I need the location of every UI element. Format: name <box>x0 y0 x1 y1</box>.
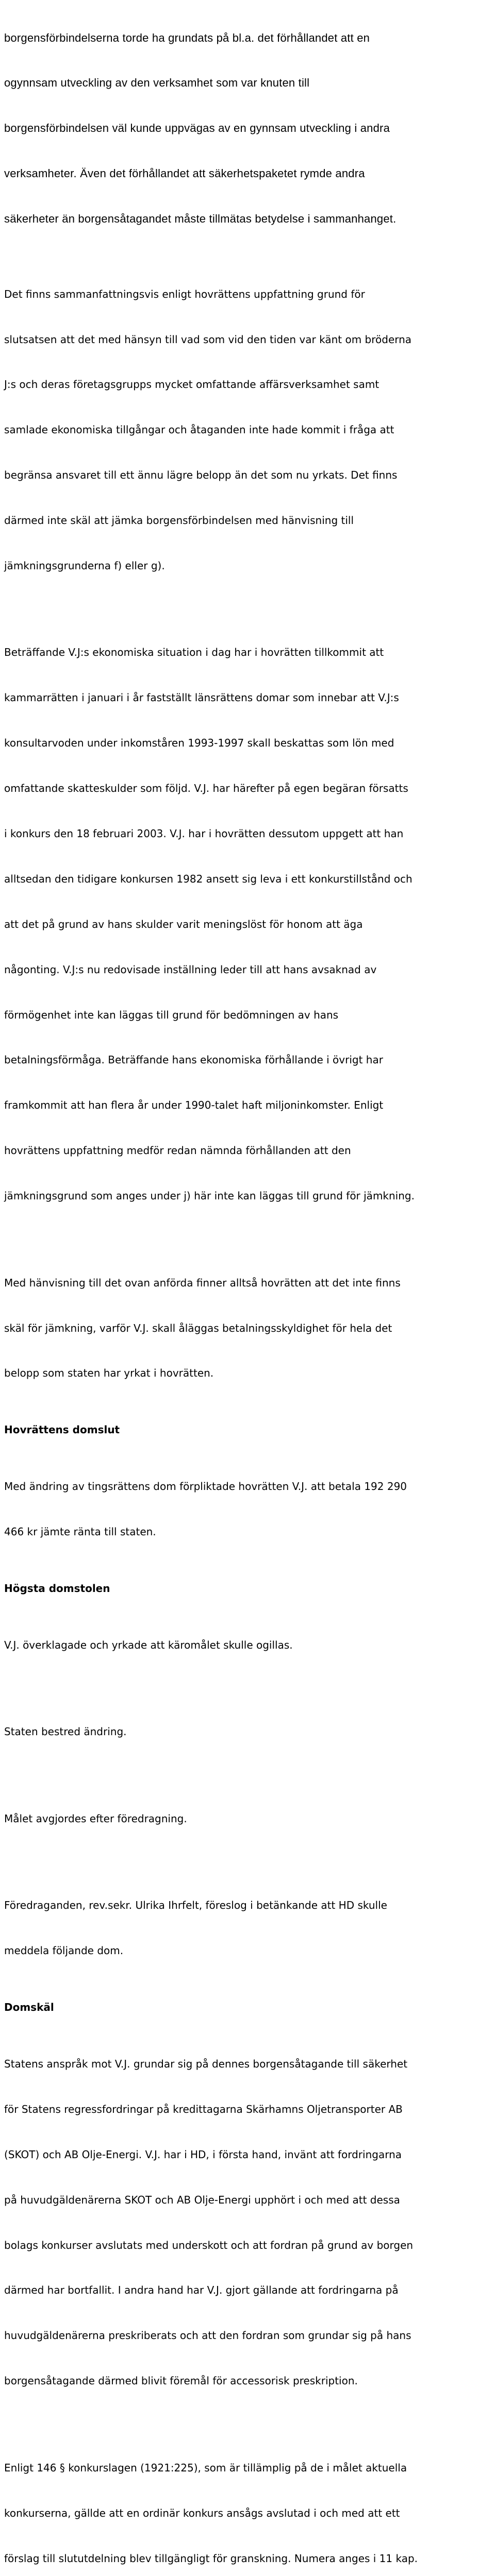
text-line: borgensförbindelsen väl kunde uppvägas av en gynnsam utveckling i andra <box>4 122 390 135</box>
text-line: på huvudgäldenärerna SKOT och AB Olje-Energi upphört i och med att dessa <box>4 2193 400 2206</box>
paragraph-hanvisning <box>4 1245 494 1411</box>
text-line: Föredraganden, rev.sekr. Ulrika Ihrfelt, föreslog i betänkande att HD skulle <box>4 1899 387 1912</box>
paragraph-overklagande <box>4 1607 494 1683</box>
heading-hovrattens-domslut: Hovrättens domslut <box>4 1423 120 1436</box>
paragraph-foredraganden <box>4 1868 494 1989</box>
text-line: för Statens regressfordringar på kredittagarna Skärhamns Oljetransporter AB <box>4 2103 403 2115</box>
text-line: belopp som staten har yrkat i hovrätten. <box>4 1367 214 1380</box>
paragraph-sammanfattning <box>4 257 494 604</box>
text-line: kammarrätten i januari i år fastställt länsrättens domar som innebar att V.J:s <box>4 691 399 704</box>
text-line: (SKOT) och AB Olje-Energi. V.J. har i HD, i första hand, invänt att fordringarna <box>4 2148 402 2161</box>
text-line: Målet avgjordes efter föredragning. <box>4 1812 187 1825</box>
text-line: J:s och deras företagsgrupps mycket omfattande affärsverksamhet samt <box>4 378 380 391</box>
text-line: huvudgäldenärerna preskriberats och att den fordran som grundar sig på hans <box>4 2329 411 2342</box>
text-line: jämkningsgrunderna f) eller g). <box>4 559 165 572</box>
text-line: ogynnsam utveckling av den verksamhet som var knuten till <box>4 76 310 90</box>
paragraph-malet-avgjordes <box>4 1781 494 1856</box>
text-line: konsultarvoden under inkomståren 1993-1997 skall beskattas som lön med <box>4 737 394 750</box>
text-line: att det på grund av hans skulder varit meningslöst för honom att äga <box>4 918 363 930</box>
heading-hogsta-domstolen: Högsta domstolen <box>4 1582 110 1595</box>
text-line: jämkningsgrund som anges under j) här inte kan läggas till grund för jämkning. <box>4 1190 415 1202</box>
text-line: meddela följande dom. <box>4 1944 124 1957</box>
text-line: alltsedan den tidigare konkursen 1982 ansett sig leva i ett konkurstillstånd och <box>4 872 412 885</box>
text-line: förslag till slututdelning blev tillgängligt för granskning. Numera anges i 11 kap. <box>4 2552 418 2565</box>
paragraph-konkurslagen <box>4 2430 494 2576</box>
text-line: hovrättens uppfattning medför redan nämnda förhållanden att den <box>4 1144 351 1157</box>
paragraph-ekonomisk-situation <box>4 615 494 1234</box>
text-line: därmed inte skäl att jämka borgensförbindelsen med hänvisning till <box>4 514 354 527</box>
paragraph-domslut <box>4 1449 494 1570</box>
text-line: borgensåtagande därmed blivit föremål för accessorisk preskription. <box>4 2375 358 2387</box>
text-line: i konkurs den 18 februari 2003. V.J. har i hovrätten dessutom uppgett att han <box>4 827 404 840</box>
text-line: framkommit att han flera år under 1990-talet haft miljoninkomster. Enligt <box>4 1099 384 1112</box>
text-line: Enligt 146 § konkurslagen (1921:225), som är tillämplig på de i målet aktuella <box>4 2461 407 2474</box>
text-line: konkurserna, gällde att en ordinär konkurs ansågs avslutad i och med att ett <box>4 2506 400 2519</box>
text-line: förmögenhet inte kan läggas till grund för bedömningen av hans <box>4 1008 339 1021</box>
text-line: V.J. överklagade och yrkade att käromålet skulle ogillas. <box>4 1638 293 1651</box>
text-line: säkerheter än borgensåtagandet måste tillmätas betydelse i sammanhanget. <box>4 212 397 226</box>
text-line: begränsa ansvaret till ett ännu lägre belopp än det som nu yrkats. Det finns <box>4 469 398 482</box>
paragraph-borgensforbindelser <box>4 0 494 257</box>
text-line: Staten bestred ändring. <box>4 1725 127 1738</box>
text-line: Med ändring av tingsrättens dom förpliktade hovrätten V.J. att betala 192 290 <box>4 1480 407 1493</box>
text-line: slutsatsen att det med hänsyn till vad som vid den tiden var känt om bröderna <box>4 333 412 346</box>
text-line: samlade ekonomiska tillgångar och åtaganden inte hade kommit i fråga att <box>4 423 394 436</box>
text-line: Det finns sammanfattningsvis enligt hovrättens uppfattning grund för <box>4 287 365 300</box>
text-line: bolags konkurser avslutats med underskott och att fordran på grund av borgen <box>4 2239 414 2251</box>
text-line: borgensförbindelserna torde ha grundats på bl.a. det förhållandet att en <box>4 31 370 44</box>
text-line: omfattande skatteskulder som följd. V.J. har härefter på egen begäran försatts <box>4 782 408 795</box>
text-line: Beträffande V.J:s ekonomiska situation i dag har i hovrätten tillkommit att <box>4 646 384 659</box>
text-line: Statens anspråk mot V.J. grundar sig på dennes borgensåtagande till säkerhet <box>4 2058 408 2070</box>
text-line: därmed har bortfallit. I andra hand har V.J. gjort gällande att fordringarna på <box>4 2284 399 2297</box>
heading-domskal: Domskäl <box>4 2001 54 2014</box>
text-line: verksamheter. Även det förhållandet att säkerhetspaketet rymde andra <box>4 167 365 180</box>
paragraph-statens-anspråk <box>4 2026 494 2419</box>
paragraph-staten-bestred <box>4 1694 494 1770</box>
text-line: någonting. V.J:s nu redovisade inställning leder till att hans avsaknad av <box>4 963 377 976</box>
text-line: 466 kr jämte ränta till staten. <box>4 1526 156 1538</box>
text-line: betalningsförmåga. Beträffande hans ekonomiska förhållande i övrigt har <box>4 1054 383 1066</box>
text-line: Med hänvisning till det ovan anförda finner alltså hovrätten att det inte finns <box>4 1276 401 1289</box>
text-line: skäl för jämkning, varför V.J. skall åläggas betalningsskyldighet för hela det <box>4 1321 392 1334</box>
